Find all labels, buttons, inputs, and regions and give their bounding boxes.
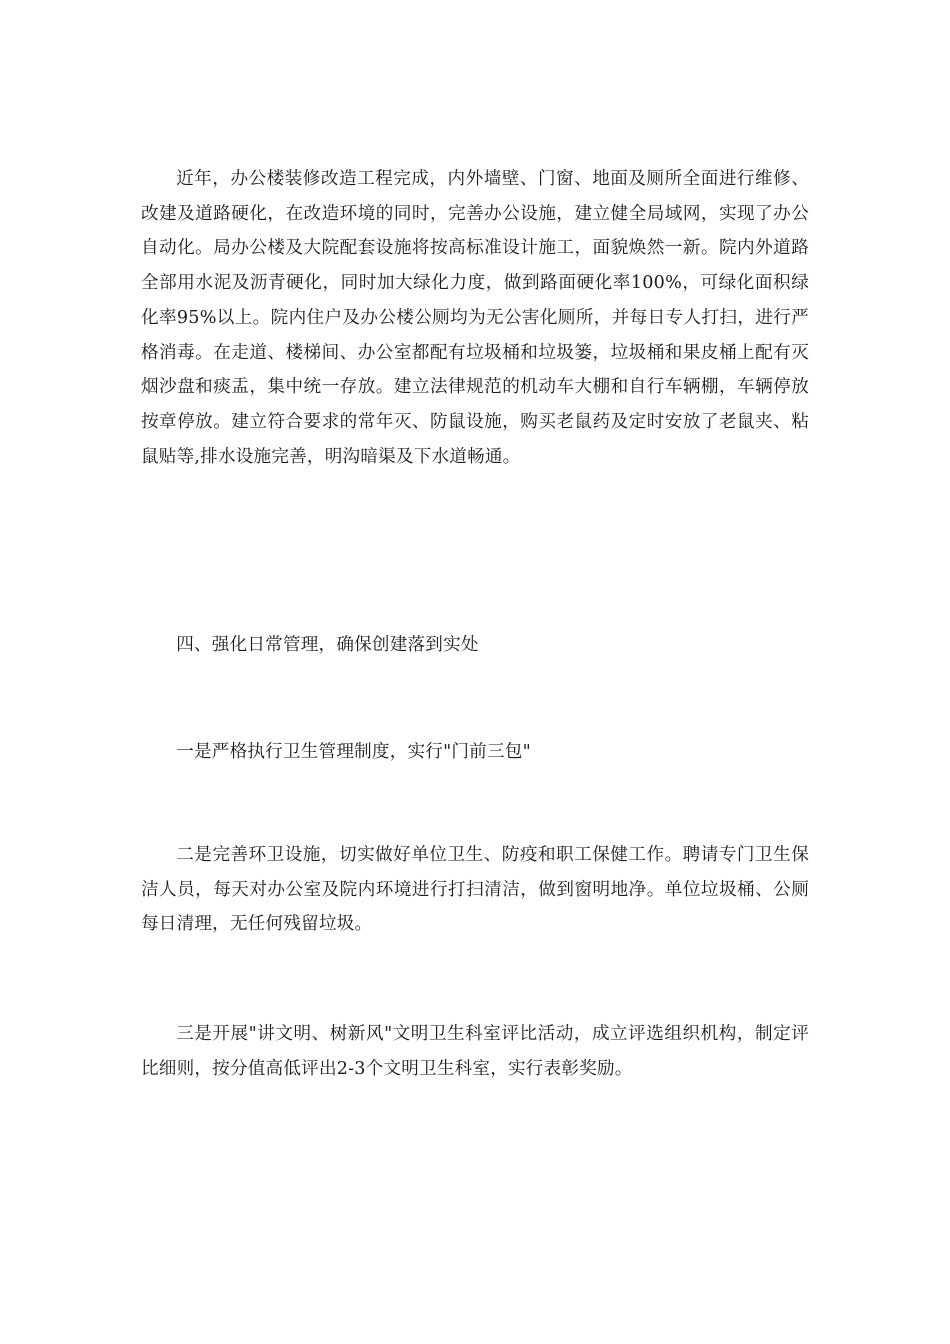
paragraph-item-three: 三是开展"讲文明、树新风"文明卫生科室评比活动，成立评选组织机构，制定评比细则，按分值高低评出2-3个文明卫生科室，实行表彰奖励。 xyxy=(141,1024,809,1079)
paragraph-item-one: 一是严格执行卫生管理制度，实行"门前三包" xyxy=(176,742,531,762)
paragraph-item-two: 二是完善环卫设施，切实做好单位卫生、防疫和职工保健工作。聘请专门卫生保洁人员，每天对办公室及院内环境进行打扫清洁，做到窗明地净。单位垃圾桶、公厕每日清理，无任何残留垃圾。 xyxy=(141,845,809,935)
paragraph-office-renovation: 近年，办公楼装修改造工程完成，内外墙壁、门窗、地面及厕所全面进行维修、改建及道路硬化，在改造环境的同时，完善办公设施，建立健全局域网，实现了办公自动化。局办公楼及大院配套设施将按高标准设计施工，面貌焕然一新。院内外道路全部用水泥及沥青硬化，同时加大绿化力度，做到路面硬化率100%，可绿化面积绿化率95%以上。院内住户及办公楼公厕均为无公害化厕所，并每日专人打扫，进行严格消毒。在走道、楼梯间、办公室都配有垃圾桶和垃圾篓，垃圾桶和果皮桶上配有灭烟沙盘和痰盂，集中统一存放。建立法律规范的机动车大棚和自行车辆棚，车辆停放按章停放。建立符合要求的常年灭、防鼠设施，购买老鼠药及定时安放了老鼠夹、粘鼠贴等,排水设施完善，明沟暗渠及下水道畅通。 xyxy=(141,169,809,467)
section-heading-daily-management: 四、强化日常管理，确保创建落到实处 xyxy=(176,635,479,655)
